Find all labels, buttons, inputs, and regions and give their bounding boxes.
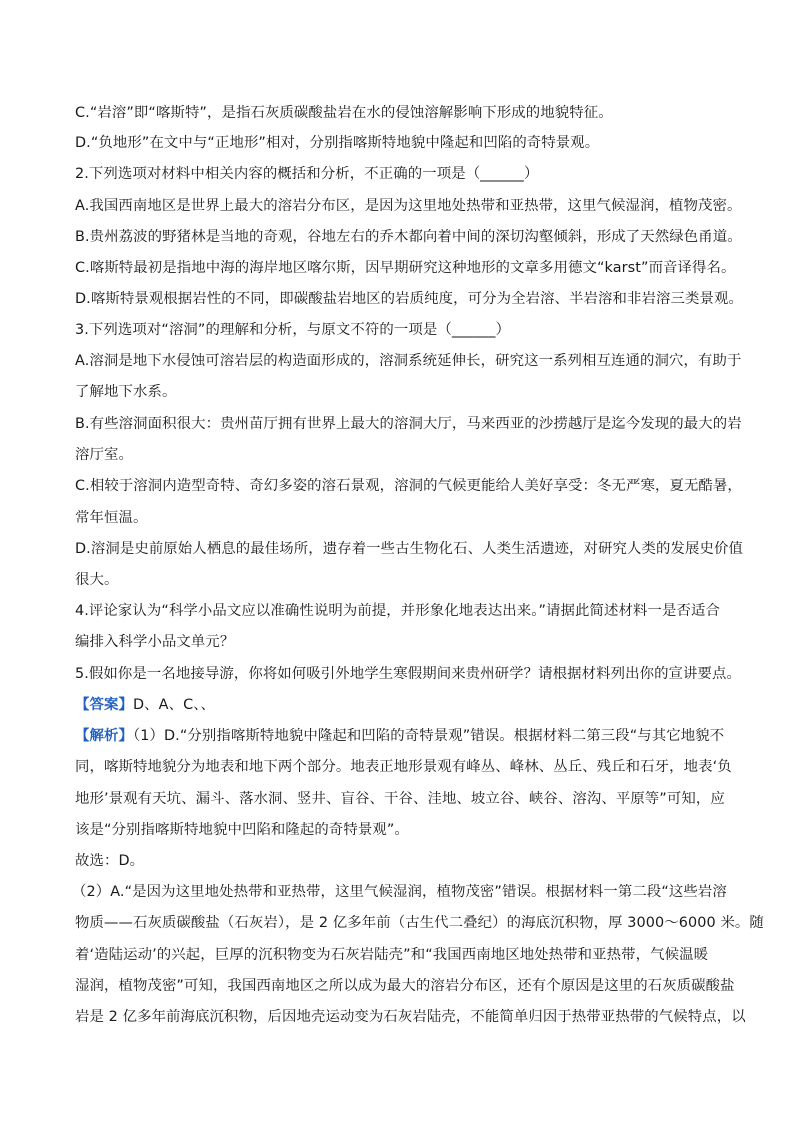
question-4-cont: 编排入科学小品文单元？ bbox=[75, 634, 235, 650]
answer-text: D、A、C、、 bbox=[132, 697, 216, 713]
option-a-q3: A.溶洞是地下水侵蚀可溶岩层的构造面形成的，溶洞系统延伸长，研究这一系列相互连通的洞穴，有助于 bbox=[75, 353, 742, 369]
analysis-conclusion: 故选：D。 bbox=[75, 853, 145, 869]
analysis-text: 物质——石灰质碳酸盐（石灰岩），是 2 亿多年前（古生代二叠纪）的海底沉积物，厚 3000～6000 米。随 bbox=[75, 915, 764, 931]
option-d-q3-cont: 很大。 bbox=[75, 572, 119, 588]
option-c-q3: C.相较于溶洞内造型奇特、奇幻多姿的溶石景观，溶洞的气候更能给人美好享受：冬无严寒，夏无酷暑， bbox=[75, 478, 742, 494]
analysis-text: 地形’景观有天坑、漏斗、落水洞、竖井、盲谷、干谷、洼地、坡立谷、峡谷、溶沟、平原等”可知，应 bbox=[75, 791, 725, 807]
option-d-q2: D.喀斯特景观根据岩性的不同，即碳酸盐岩地区的岩质纯度，可分为全岩溶、半岩溶和非岩溶三类景观。 bbox=[75, 291, 743, 307]
answer-line bbox=[75, 695, 215, 715]
answer-tag: 【答案】 bbox=[75, 697, 133, 713]
analysis-text: 该是“分别指喀斯特地貌中凹陷和隆起的奇特景观”。 bbox=[75, 822, 409, 838]
option-c-q2: C.喀斯特最初是指地中海的海岸地区喀尔斯，因早期研究这种地形的文章多用德文“karst”而音译得名。 bbox=[75, 260, 736, 276]
analysis-text: 着‘造陆运动’的兴起，巨厚的沉积物变为石灰岩陆壳”和“我国西南地区地处热带和亚热带，气候温暖 bbox=[75, 947, 709, 963]
question-3: 3.下列选项对“溶洞”的理解和分析，与原文不符的一项是（______） bbox=[75, 322, 511, 338]
analysis-text: 岩是 2 亿多年前海底沉积物，后因地壳运动变为石灰岩陆壳，不能简单归因于热带亚热带的气候特点，以 bbox=[75, 1009, 746, 1025]
option-b-q3-cont: 溶厅室。 bbox=[75, 447, 133, 463]
question-4: 4.评论家认为“科学小品文应以准确性说明为前提，并形象化地表达出来。”请据此简述材料一是否适合 bbox=[75, 603, 720, 619]
question-2: 2.下列选项对材料中相关内容的概括和分析，不正确的一项是（______） bbox=[75, 166, 539, 182]
option-a-q2: A.我国西南地区是世界上最大的溶岩分布区，是因为这里地处热带和亚热带，这里气候湿润，植物茂密。 bbox=[75, 198, 742, 214]
option-b-q2: B.贵州荔波的野猪林是当地的奇观，谷地左右的乔木都向着中间的深切沟壑倾斜，形成了天然绿色甬道。 bbox=[75, 229, 742, 245]
question-5: 5.假如你是一名地接导游，你将如何吸引外地学生寒假期间来贵州研学？请根据材料列出你的宣讲要点。 bbox=[75, 666, 742, 682]
option-b-q3: B.有些溶洞面积很大：贵州苗厅拥有世界上最大的溶洞大厅，马来西亚的沙捞越厅是迄今发现的最大的岩 bbox=[75, 416, 742, 432]
option-d-q1: D.“负地形”在文中与“正地形”相对，分别指喀斯特地貌中隆起和凹陷的奇特景观。 bbox=[75, 135, 600, 151]
analysis-line bbox=[75, 726, 724, 746]
analysis-text: 湿润，植物茂密”可知，我国西南地区之所以成为最大的溶岩分布区，还有个原因是这里的石灰质碳酸盐 bbox=[75, 978, 735, 994]
analysis-tag: 【解析】 bbox=[75, 728, 133, 744]
option-d-q3: D.溶洞是史前原始人栖息的最佳场所，遗存着一些古生物化石、人类生活遗迹，对研究人类的发展史价值 bbox=[75, 541, 743, 557]
option-c-q1: C.“岩溶”即“喀斯特”，是指石灰质碳酸盐岩在水的侵蚀溶解影响下形成的地貌特征。 bbox=[75, 105, 613, 121]
option-c-q3-cont: 常年恒温。 bbox=[75, 510, 148, 526]
analysis-text: 同，喀斯特地貌分为地表和地下两个部分。地表正地形景观有峰丛、峰林、丛丘、残丘和石牙，地表‘负 bbox=[75, 759, 732, 775]
analysis-text: （2）A.“是因为这里地处热带和亚热带，这里气候湿润，植物茂密”错误。根据材料一第二段“这些岩溶 bbox=[72, 884, 727, 900]
option-a-q3-cont: 了解地下水系。 bbox=[75, 384, 177, 400]
analysis-first-text: （1）D.“分别指喀斯特地貌中隆起和凹陷的奇特景观”错误。根据材料二第三段“与其它地貌不 bbox=[132, 728, 725, 744]
